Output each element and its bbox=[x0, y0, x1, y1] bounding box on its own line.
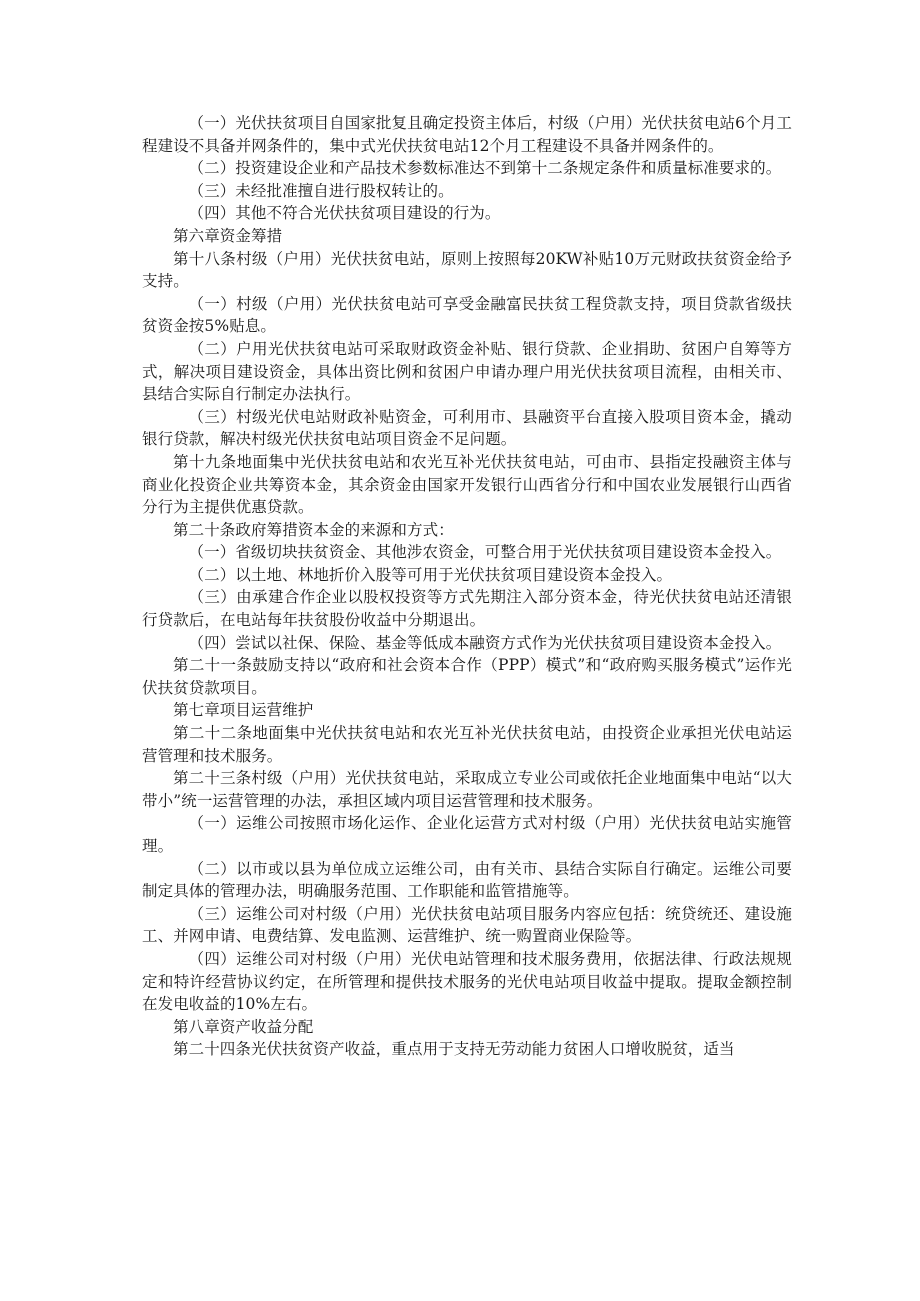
paragraph: （四）其他不符合光伏扶贫项目建设的行为。 bbox=[188, 204, 501, 223]
paragraph: （三）由承建合作企业以股权投资等方式先期注入部分资本金，待光伏扶贫电站还清银行贷款后，在电站每年扶贫股份收益中分期退出。 bbox=[142, 588, 792, 630]
paragraph: 第二十条政府筹措资本金的来源和方式： bbox=[173, 520, 454, 539]
paragraph: 第二十二条地面集中光伏扶贫电站和农光互补光伏扶贫电站，由投资企业承担光伏电站运营管理和技术服务。 bbox=[142, 724, 792, 765]
paragraph: 第二十四条光伏扶贫资产收益，重点用于支持无劳动能力贫困人口增收脱贫，适当 bbox=[173, 1040, 735, 1059]
chapter-heading: 第七章项目运营维护 bbox=[173, 701, 314, 720]
paragraph: （二）以市或以县为单位成立运维公司，由有关市、县结合实际自行确定。运维公司要制定具体的管理办法，明确服务范围、工作职能和监管措施等。 bbox=[142, 859, 792, 901]
paragraph: （三）村级光伏电站财政补贴资金，可利用市、县融资平台直接入股项目资本金，撬动银行贷款，解决村级光伏扶贫电站项目资金不足问题。 bbox=[142, 407, 792, 449]
paragraph: （二）以土地、林地折价入股等可用于光伏扶贫项目建设资本金投入。 bbox=[188, 565, 673, 584]
paragraph: （四）尝试以社保、保险、基金等低成本融资方式作为光伏扶贫项目建设资本金投入。 bbox=[188, 633, 782, 652]
paragraph: 第十九条地面集中光伏扶贫电站和农光互补光伏扶贫电站，可由市、县指定投融资主体与商业化投资企业共筹资本金，其余资金由国家开发银行山西省分行和中国农业发展银行山西省分行为主提供优惠贷款。 bbox=[142, 452, 792, 517]
chapter-heading: 第六章资金筹措 bbox=[173, 226, 283, 245]
document-page bbox=[142, 112, 792, 1061]
chapter-heading: 第八章资产收益分配 bbox=[173, 1017, 314, 1036]
paragraph: 第十八条村级（户用）光伏扶贫电站，原则上按照每20KW补贴10万元财政扶贫资金给予支持。 bbox=[142, 249, 792, 291]
paragraph: 第二十三条村级（户用）光伏扶贫电站，采取成立专业公司或依托企业地面集中电站“以大带小”统一运营管理的办法，承担区域内项目运营管理和技术服务。 bbox=[142, 769, 792, 810]
paragraph: （一）运维公司按照市场化运作、企业化运营方式对村级（户用）光伏扶贫电站实施管理。 bbox=[142, 814, 792, 855]
paragraph: （四）运维公司对村级（户用）光伏电站管理和技术服务费用，依据法律、行政法规规定和特许经营协议约定，在所管理和提供技术服务的光伏电站项目收益中提取。提取金额控制在发电收益的10%左右。 bbox=[142, 949, 792, 1014]
paragraph: 第二十一条鼓励支持以“政府和社会资本合作（PPP）模式”和“政府购买服务模式”运作光伏扶贫贷款项目。 bbox=[142, 656, 792, 697]
paragraph: （二）户用光伏扶贫电站可采取财政资金补贴、银行贷款、企业捐助、贫困户自筹等方式，解决项目建设资金，具体出资比例和贫困户申请办理户用光伏扶贫项目流程，由相关市、县结合实际自行制定办法执行。 bbox=[142, 339, 792, 404]
paragraph: （三）运维公司对村级（户用）光伏扶贫电站项目服务内容应包括：统贷统还、建设施工、并网申请、电费结算、发电监测、运营维护、统一购置商业保险等。 bbox=[142, 904, 792, 946]
paragraph: （一）省级切块扶贫资金、其他涉农资金，可整合用于光伏扶贫项目建设资本金投入。 bbox=[188, 543, 782, 562]
paragraph: （二）投资建设企业和产品技术参数标准达不到第十二条规定条件和质量标准要求的。 bbox=[188, 159, 782, 178]
paragraph: （一）光伏扶贫项目自国家批复且确定投资主体后，村级（户用）光伏扶贫电站6个月工程建设不具备并网条件的，集中式光伏扶贫电站12个月工程建设不具备并网条件的。 bbox=[142, 114, 792, 155]
paragraph: （一）村级（户用）光伏扶贫电站可享受金融富民扶贫工程贷款支持，项目贷款省级扶贫资金按5%贴息。 bbox=[142, 294, 792, 336]
paragraph: （三）未经批准擅自进行股权转让的。 bbox=[188, 181, 454, 200]
